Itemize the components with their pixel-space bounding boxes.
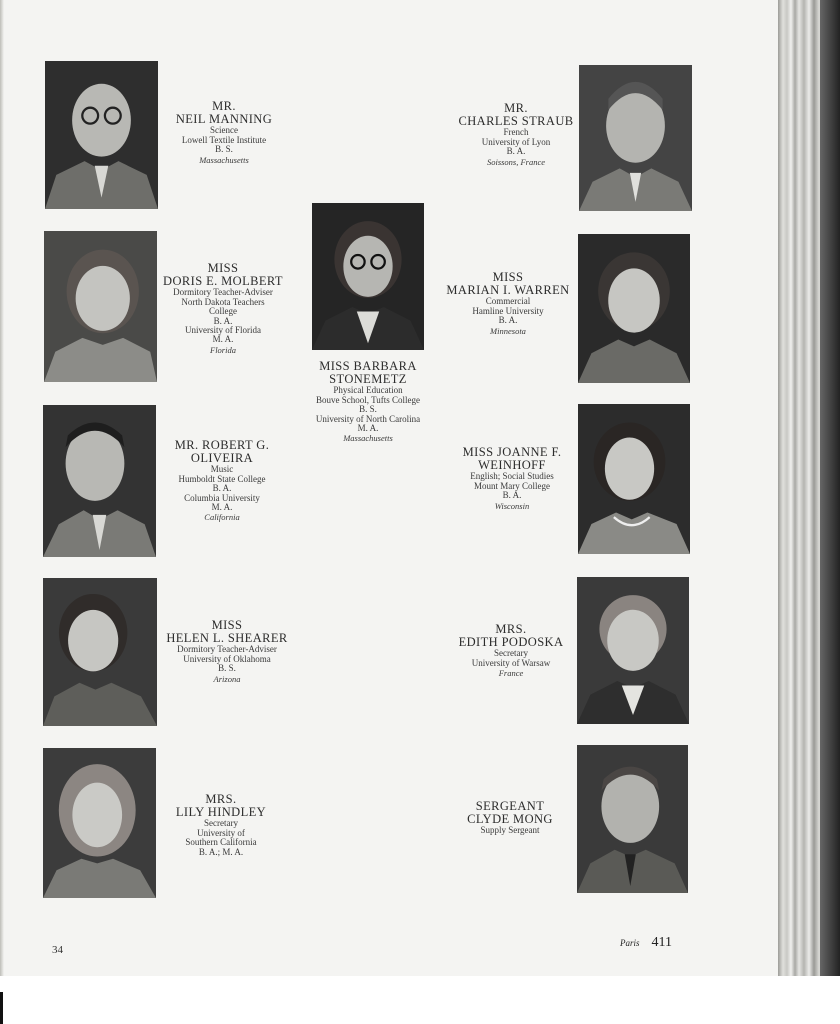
entry-detail: College bbox=[209, 306, 237, 317]
entry-detail: Bouve School, Tufts College bbox=[315, 394, 420, 405]
entry-detail: Columbia University bbox=[184, 492, 260, 503]
entry-detail: Physical Education bbox=[333, 385, 403, 396]
entry-title: MRS. bbox=[495, 622, 527, 636]
entry-detail: Secretary bbox=[204, 818, 238, 829]
entry-detail: Dormitory Teacher-Adviser bbox=[177, 644, 277, 655]
entry-title: MR. bbox=[504, 101, 528, 115]
book-spine-shadow bbox=[820, 0, 840, 976]
entry-place: Florida bbox=[210, 344, 236, 355]
portrait-photo-joanne-weinhoff bbox=[578, 404, 690, 554]
entry-detail: University of North Carolina bbox=[315, 413, 421, 424]
entry-name: CHARLES STRAUB bbox=[458, 114, 574, 129]
staff-entry-doris-molbert bbox=[160, 262, 286, 355]
staff-entry-joanne-weinhoff bbox=[450, 446, 574, 510]
entry-detail: French bbox=[503, 127, 529, 138]
entry-name: EDITH PODOSKA bbox=[458, 635, 564, 650]
entry-detail: Commercial bbox=[485, 296, 531, 307]
entry-name-line-2: WEINHOFF bbox=[478, 458, 546, 473]
entry-detail: University of Warsaw bbox=[471, 657, 551, 668]
page-section-label: Paris bbox=[620, 938, 640, 948]
portrait-photo-barbara-stonemetz bbox=[312, 203, 424, 350]
portrait-photo-doris-molbert bbox=[44, 231, 157, 382]
entry-detail: Music bbox=[210, 464, 234, 475]
staff-entry-clyde-mong bbox=[458, 800, 562, 836]
entry-name-line-2: STONEMETZ bbox=[329, 372, 407, 387]
entry-name: NEIL MANNING bbox=[175, 112, 273, 127]
portrait-photo-robert-oliveira bbox=[43, 405, 156, 557]
staff-entry-barbara-stonemetz bbox=[300, 360, 436, 443]
entry-detail: M. A. bbox=[212, 334, 234, 345]
scan-edge-mark bbox=[0, 992, 3, 1024]
entry-detail: Lowell Textile Institute bbox=[181, 134, 267, 145]
entry-title: MRS. bbox=[205, 792, 237, 806]
entry-place: Massachusetts bbox=[343, 433, 393, 444]
right-page-number: 411 bbox=[651, 935, 672, 950]
portrait-photo-neil-manning bbox=[45, 61, 158, 209]
entry-detail: B. A.; M. A. bbox=[198, 846, 244, 857]
entry-place: France bbox=[498, 668, 524, 679]
entry-place: Minnesota bbox=[490, 325, 526, 336]
staff-entry-neil-manning bbox=[164, 100, 284, 164]
staff-entry-lily-hindley bbox=[166, 793, 276, 857]
entry-name-line-2: OLIVEIRA bbox=[190, 451, 254, 466]
entry-place: Arizona bbox=[213, 673, 241, 684]
entry-detail: Science bbox=[210, 125, 238, 136]
entry-detail: M. A. bbox=[211, 502, 233, 512]
entry-name-line-1: MISS BARBARA bbox=[319, 359, 417, 373]
entry-name-line-2: CLYDE MONG bbox=[467, 812, 553, 827]
staff-entry-marian-warren bbox=[440, 271, 576, 335]
entry-detail: University of Florida bbox=[185, 325, 261, 335]
entry-detail: B. A. bbox=[506, 146, 526, 157]
entry-detail: Dormitory Teacher-Adviser bbox=[173, 287, 273, 298]
entry-detail: English; Social Studies bbox=[470, 471, 554, 482]
entry-detail: Humboldt State College bbox=[178, 473, 266, 484]
entry-detail: M. A. bbox=[357, 423, 379, 433]
page-left-edge bbox=[0, 0, 4, 976]
entry-detail: B. A. bbox=[212, 483, 232, 494]
staff-entry-helen-shearer bbox=[160, 619, 294, 683]
entry-detail: Southern California bbox=[185, 837, 257, 848]
entry-place: Soissons, France bbox=[486, 156, 546, 167]
entry-name: HELEN L. SHEARER bbox=[166, 631, 288, 646]
portrait-photo-charles-straub bbox=[579, 65, 692, 211]
entry-detail: B. S. bbox=[359, 404, 377, 415]
entry-detail: B. S. bbox=[218, 663, 236, 674]
entry-detail: University of Oklahoma bbox=[183, 653, 271, 664]
portrait-photo-helen-shearer bbox=[43, 578, 157, 726]
entry-detail: Hamline University bbox=[472, 305, 544, 316]
entry-detail: Supply Sergeant bbox=[480, 825, 540, 836]
entry-title: MISS bbox=[492, 270, 524, 284]
right-page-footer bbox=[620, 935, 672, 951]
entry-name: LILY HINDLEY bbox=[175, 805, 267, 820]
entry-name: DORIS E. MOLBERT bbox=[163, 274, 283, 289]
entry-title: MISS bbox=[207, 261, 239, 275]
entry-detail: University of Lyon bbox=[481, 136, 551, 147]
portrait-photo-marian-warren bbox=[578, 234, 690, 383]
entry-name: MARIAN I. WARREN bbox=[446, 283, 570, 298]
entry-detail: University of bbox=[197, 827, 245, 838]
entry-detail: B. S. bbox=[215, 144, 233, 155]
staff-entry-edith-podoska bbox=[452, 623, 570, 678]
entry-place: California bbox=[204, 512, 240, 523]
portrait-photo-lily-hindley bbox=[43, 748, 156, 898]
entry-detail: B. A. bbox=[213, 315, 233, 326]
entry-name-line-1: SERGEANT bbox=[475, 799, 545, 813]
entry-detail: B. A. bbox=[498, 315, 518, 326]
entry-place: Wisconsin bbox=[494, 500, 530, 511]
left-page-number: 34 bbox=[52, 944, 63, 956]
entry-title: MISS bbox=[211, 618, 243, 632]
entry-detail: Secretary bbox=[494, 648, 528, 659]
staff-entry-robert-oliveira bbox=[162, 439, 282, 522]
entry-place: Massachusetts bbox=[199, 154, 249, 165]
entry-name-line-1: MISS JOANNE F. bbox=[462, 445, 562, 459]
portrait-photo-edith-podoska bbox=[577, 577, 689, 724]
entry-detail: B. A. bbox=[502, 490, 522, 501]
entry-detail: Mount Mary College bbox=[474, 480, 550, 491]
portrait-photo-clyde-mong bbox=[577, 745, 688, 893]
entry-name-line-1: MR. ROBERT G. bbox=[174, 438, 270, 452]
entry-title: MR. bbox=[212, 99, 236, 113]
entry-detail: North Dakota Teachers bbox=[181, 296, 265, 307]
staff-entry-charles-straub bbox=[452, 102, 580, 166]
